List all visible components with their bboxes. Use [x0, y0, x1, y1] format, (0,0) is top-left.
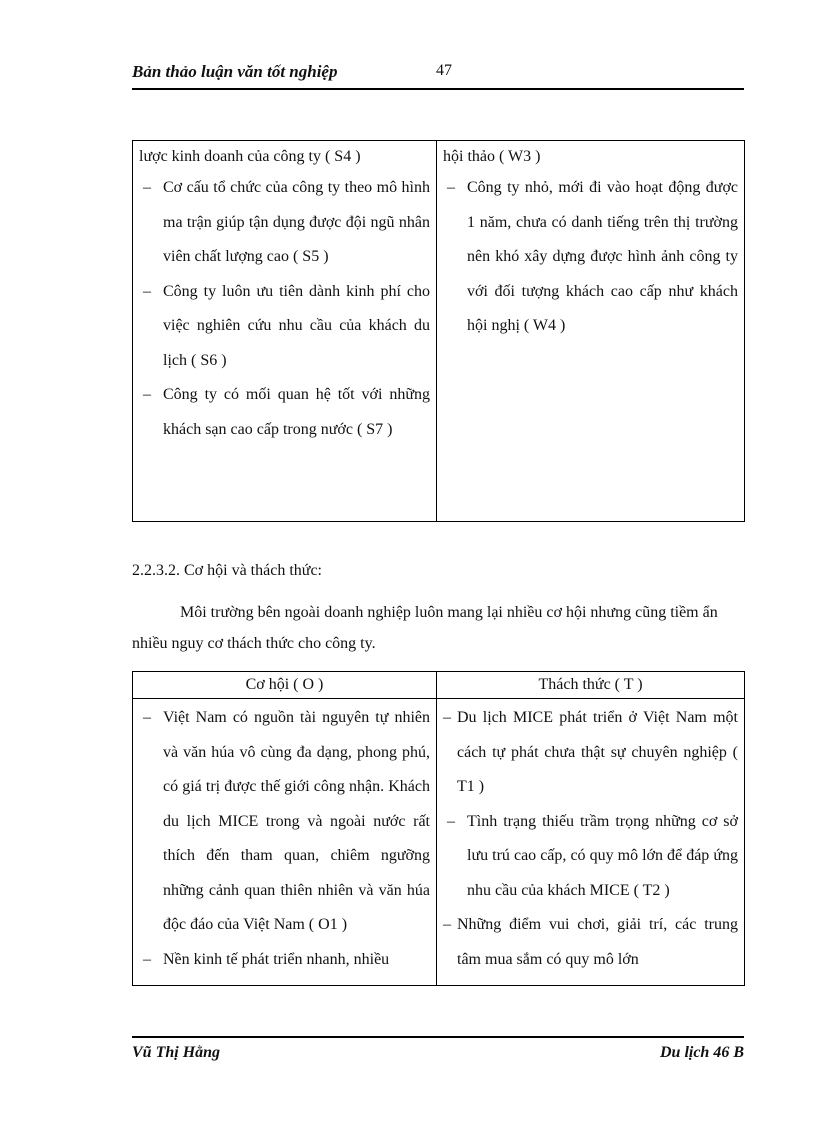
table-header-row [133, 672, 745, 699]
page-number: 47 [436, 62, 452, 79]
opportunities-cell [133, 699, 437, 986]
department-label: Du lịch 46 B [659, 1044, 744, 1061]
author-name: Vũ Thị Hằng [132, 1044, 221, 1061]
swot-strengths-weaknesses-table [132, 140, 745, 522]
list-item: – Việt Nam có nguồn tài nguyên tự nhiên và văn húa vô cùng đa dạng, phong phú, có giá trị được thế giới công nhận. Khách du lịch MICE trong và ngoài nước rất thích đến tham quan, chiêm ngưỡng những cảnh quan thiên nhiên và văn húa độc đáo của Việt Nam ( O1 ) [143, 709, 430, 933]
list-item: – Du lịch MICE phát triển ở Việt Nam một cách tự phát chưa thật sự chuyên nghiệp ( T1 ) [443, 709, 738, 795]
opportunities-threats-table [132, 671, 745, 986]
weaknesses-lead-text: hội thảo ( W3 ) [443, 148, 541, 165]
opportunities-header: Cơ hội ( O ) [133, 672, 437, 699]
list-item: – Tình trạng thiếu trầm trọng những cơ sở lưu trú cao cấp, có quy mô lớn để đáp ứng nhu cầu của khách MICE ( T2 ) [447, 812, 738, 899]
strengths-cell [133, 141, 437, 522]
list-item: – Công ty luôn ưu tiên dành kinh phí cho việc nghiên cứu nhu cầu của khách du lịch ( S6 ) [143, 282, 430, 369]
page-footer [132, 1036, 744, 1068]
strengths-lead-text: lược kinh doanh của công ty ( S4 ) [139, 148, 361, 165]
list-item: – Công ty có mối quan hệ tốt với những khách sạn cao cấp trong nước ( S7 ) [143, 386, 430, 438]
page-header [132, 62, 744, 90]
threats-cell [437, 699, 745, 986]
weaknesses-cell [437, 141, 745, 522]
intro-paragraph: Môi trường bên ngoài doanh nghiệp luôn mang lại nhiều cơ hội nhưng cũng tiềm ẩn nhiều nguy cơ thách thức cho công ty. [132, 604, 718, 652]
list-item: – Công ty nhỏ, mới đi vào hoạt động được 1 năm, chưa có danh tiếng trên thị trường nên khó xây dựng được hình ảnh công ty với đối tượng khách cao cấp như khách hội nghị ( W4 ) [447, 179, 738, 334]
list-item: – Cơ cấu tổ chức của công ty theo mô hình ma trận giúp tận dụng được đội ngũ nhân viên chất lượng cao ( S5 ) [143, 179, 430, 265]
table-row [133, 141, 745, 522]
document-title: Bản thảo luận văn tốt nghiệp [132, 62, 338, 81]
section-heading: 2.2.3.2. Cơ hội và thách thức: [132, 562, 322, 579]
list-item: – Nền kinh tế phát triển nhanh, nhiều [143, 950, 390, 968]
table-row [133, 699, 745, 986]
list-item: – Những điểm vui chơi, giải trí, các trung tâm mua sắm có quy mô lớn [443, 916, 738, 968]
threats-header: Thách thức ( T ) [437, 672, 745, 699]
